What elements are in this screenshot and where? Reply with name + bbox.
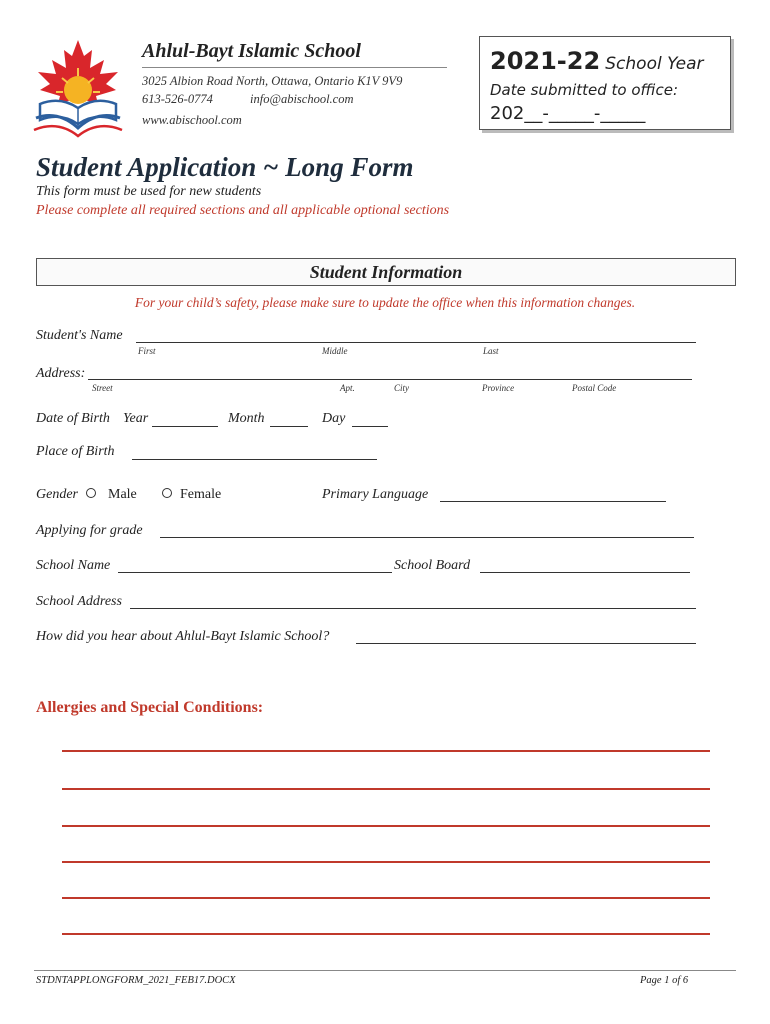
dob-day-label: Day [322, 411, 346, 426]
allergies-line-1[interactable] [62, 750, 710, 752]
school-address: 3025 Albion Road North, Ottawa, Ontario K1V 9V9 [142, 74, 403, 88]
dob-year-input[interactable] [152, 426, 218, 427]
dob-month-input[interactable] [270, 426, 308, 427]
addr-postal-caption: Postal Code [572, 383, 617, 393]
allergies-line-5[interactable] [62, 897, 710, 899]
school-address-label: School Address [36, 594, 122, 609]
school-name-label: School Name [36, 558, 111, 573]
footer-rule [34, 970, 736, 971]
gender-label: Gender [36, 487, 78, 502]
gender-male-label: Male [108, 487, 137, 502]
place-of-birth-input[interactable] [132, 459, 377, 460]
school-logo [32, 38, 124, 138]
dob-day-input[interactable] [352, 426, 388, 427]
header-rule [142, 67, 447, 68]
footer-page-number: Page 1 of 6 [640, 975, 689, 986]
gender-male-radio[interactable] [86, 488, 96, 498]
school-website: www.abischool.com [142, 113, 242, 127]
school-name: Ahlul-Bayt Islamic School [142, 40, 361, 62]
how-hear-label: How did you hear about Ahlul-Bayt Islamic School? [36, 629, 330, 644]
students-name-label: Student's Name [36, 328, 123, 343]
applying-grade-input[interactable] [160, 537, 694, 538]
allergies-line-2[interactable] [62, 788, 710, 790]
date-submitted-label: Date submitted to office: [490, 81, 679, 99]
dob-month-label: Month [228, 411, 265, 426]
allergies-line-4[interactable] [62, 861, 710, 863]
gender-female-label: Female [180, 487, 222, 502]
addr-street-caption: Street [92, 383, 113, 393]
date-submitted-field[interactable]: 202__-_____-_____ [490, 103, 646, 124]
address-input[interactable] [88, 379, 692, 380]
section-heading: Student Information [309, 262, 463, 282]
year-line [490, 47, 703, 75]
place-of-birth-label: Place of Birth [36, 444, 115, 459]
school-board-input[interactable] [480, 572, 690, 573]
students-name-input[interactable] [136, 342, 696, 343]
allergies-line-3[interactable] [62, 825, 710, 827]
section-header-box [36, 258, 736, 286]
school-phone: 613-526-0774 [142, 92, 213, 106]
school-board-label: School Board [394, 558, 471, 573]
gender-female-radio[interactable] [162, 488, 172, 498]
name-middle-caption: Middle [322, 346, 348, 356]
allergies-heading: Allergies and Special Conditions: [36, 699, 264, 716]
school-name-input[interactable] [118, 572, 392, 573]
primary-language-label: Primary Language [322, 487, 429, 502]
name-first-caption: First [138, 346, 156, 356]
safety-notice: For your child’s safety, please make sure to update the office when this information changes. [134, 295, 636, 310]
addr-city-caption: City [394, 383, 409, 393]
school-year-suffix: School Year [605, 54, 704, 74]
name-last-caption: Last [483, 346, 499, 356]
primary-language-input[interactable] [440, 501, 666, 502]
footer-filename: STDNTAPPLONGFORM_2021_FEB17.DOCX [36, 975, 236, 986]
applying-grade-label: Applying for grade [36, 523, 143, 538]
school-address-input[interactable] [130, 608, 696, 609]
addr-province-caption: Province [482, 383, 515, 393]
form-subtitle: This form must be used for new students [36, 184, 262, 199]
school-year: 2021-22 [490, 47, 601, 75]
page-title: Student Application ~ Long Form [36, 152, 414, 182]
year-box [479, 36, 731, 130]
allergies-line-6[interactable] [62, 933, 710, 935]
how-hear-input[interactable] [356, 643, 696, 644]
form-instruction: Please complete all required sections and all applicable optional sections [36, 203, 450, 218]
school-email: info@abischool.com [250, 92, 354, 106]
dob-label: Date of Birth [36, 411, 110, 426]
dob-year-label: Year [123, 411, 149, 426]
addr-apt-caption: Apt. [340, 383, 355, 393]
address-label: Address: [36, 366, 86, 381]
